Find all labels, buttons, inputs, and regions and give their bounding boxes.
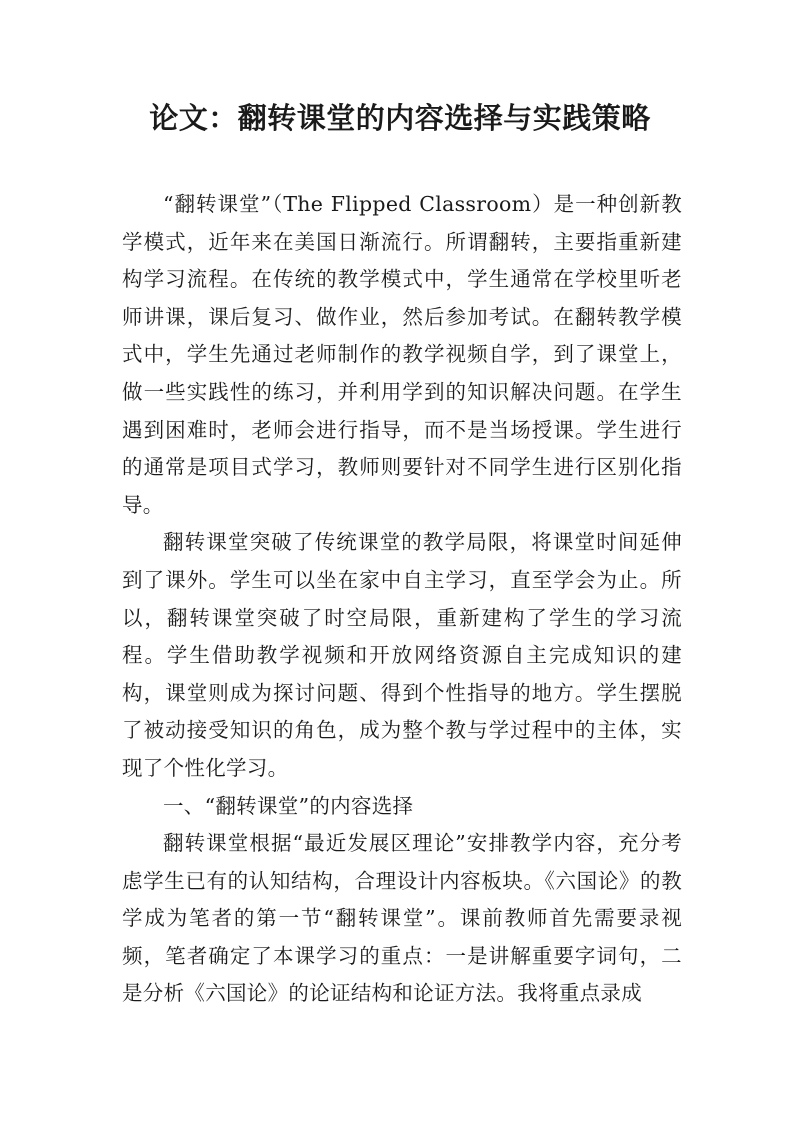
paragraph-intro: “翻转课堂”（The Flipped Classroom）是一种创新教学模式，近年来在美国日渐流行。所谓翻转，主要指重新建构学习流程。在传统的教学模式中，学生通常在学校里听老师讲课，课后复习、做作业，然后参加考试。在翻转教学模式中，学生先通过老师制作的教学视频自学，到了课堂上，做一些实践性的练习，并利用学到的知识解决问题。在学生遇到困难时，老师会进行指导，而不是当场授课。学生进行的通常是项目式学习，教师则要针对不同学生进行区别化指导。 bbox=[122, 192, 682, 517]
document-body bbox=[122, 186, 682, 1013]
document-title: 论文：翻转课堂的内容选择与实践策略 bbox=[149, 101, 651, 135]
paragraph-breakthrough: 翻转课堂突破了传统课堂的教学局限，将课堂时间延伸到了课外。学生可以坐在家中自主学习，直至学会为止。所以，翻转课堂突破了时空局限，重新建构了学生的学习流程。学生借助教学视频和开放网络资源自主完成知识的建构，课堂则成为探讨问题、得到个性指导的地方。学生摆脱了被动接受知识的角色，成为整个教与学过程中的主体，实现了个性化学习。 bbox=[122, 530, 682, 780]
paragraph-content-selection: 翻转课堂根据“最近发展区理论”安排教学内容，充分考虑学生已有的认知结构，合理设计内容板块。《六国论》的教学成为笔者的第一节“翻转课堂”。课前教师首先需要录视频，笔者确定了本课学习的重点：一是讲解重要字词句，二是分析《六国论》的论证结构和论证方法。我将重点录成 bbox=[122, 831, 682, 1006]
section-heading: 一、“翻转课堂”的内容选择 bbox=[163, 793, 414, 818]
